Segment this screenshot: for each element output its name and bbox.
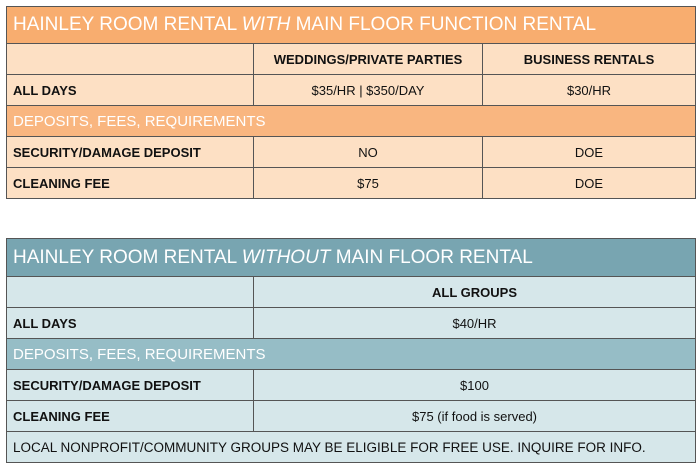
table-row	[7, 168, 696, 199]
table-row	[7, 401, 696, 432]
empty-header-cell	[7, 44, 254, 75]
cell-value: $100	[254, 370, 696, 401]
table-title: HAINLEY ROOM RENTAL WITHOUT MAIN FLOOR RENTAL	[7, 239, 696, 277]
column-header-weddings: WEDDINGS/PRIVATE PARTIES	[254, 44, 483, 75]
row-label: SECURITY/DAMAGE DEPOSIT	[7, 137, 254, 168]
cell-value: $30/HR	[483, 75, 696, 106]
table-title: HAINLEY ROOM RENTAL WITH MAIN FLOOR FUNCTION RENTAL	[7, 7, 696, 44]
row-label: CLEANING FEE	[7, 168, 254, 199]
with-main-floor-rental-table	[6, 6, 696, 199]
table-row	[7, 75, 696, 106]
cell-value: $40/HR	[254, 308, 696, 339]
cell-value: $75 (if food is served)	[254, 401, 696, 432]
cell-value: DOE	[483, 137, 696, 168]
row-label: ALL DAYS	[7, 308, 254, 339]
row-label: SECURITY/DAMAGE DEPOSIT	[7, 370, 254, 401]
column-header-all-groups: ALL GROUPS	[254, 277, 696, 308]
table-row	[7, 308, 696, 339]
table-row	[7, 137, 696, 168]
section-header: DEPOSITS, FEES, REQUIREMENTS	[7, 106, 696, 137]
table-row	[7, 370, 696, 401]
without-main-floor-rental-table	[6, 238, 696, 463]
cell-value: $75	[254, 168, 483, 199]
cell-value: $35/HR | $350/DAY	[254, 75, 483, 106]
section-header: DEPOSITS, FEES, REQUIREMENTS	[7, 339, 696, 370]
eligibility-note: LOCAL NONPROFIT/COMMUNITY GROUPS MAY BE ELIGIBLE FOR FREE USE. INQUIRE FOR INFO.	[7, 432, 696, 463]
empty-header-cell	[7, 277, 254, 308]
cell-value: NO	[254, 137, 483, 168]
cell-value: DOE	[483, 168, 696, 199]
row-label: ALL DAYS	[7, 75, 254, 106]
row-label: CLEANING FEE	[7, 401, 254, 432]
column-header-business: BUSINESS RENTALS	[483, 44, 696, 75]
